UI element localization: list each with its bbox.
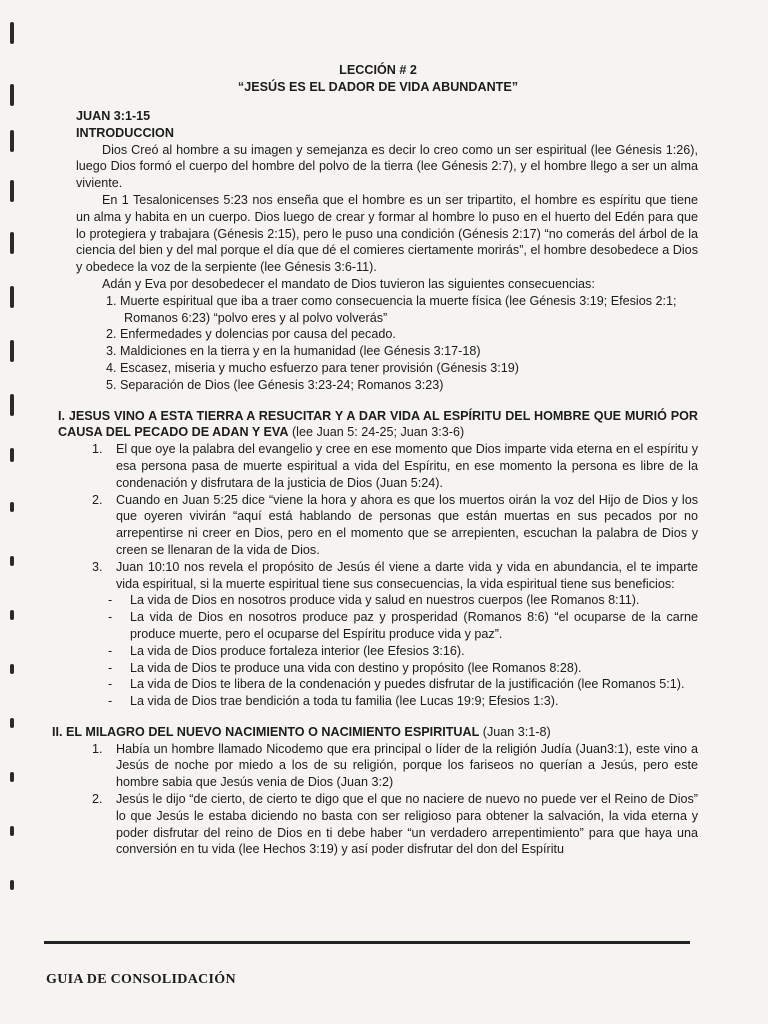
- intro-paragraph: En 1 Tesalonicenses 5:23 nos enseña que el hombre es un ser tripartito, el hombre es espíritu que tiene un alma y habita en un cuerpo. Dios luego de crear y formar al hombre lo puso en el huerto del Edén para que lo protegiera y trabajara (Génesis 2:15), pero le puso una condición (Génesis 2:17) “no comerás del árbol de la ciencia del bien y del mal porque el día que dé el comieres ciertamente morirás”, el hombre desobedece a Dios y obedece la voz de la serpiente (lee Génesis 3:6-11).: [76, 192, 698, 275]
- list-number: 1.: [92, 442, 103, 457]
- binder-hole: [10, 130, 14, 152]
- lesson-number: LECCIÓN # 2: [339, 63, 417, 77]
- binder-hole: [10, 772, 14, 782]
- intro-paragraph: Adán y Eva por desobedecer el mandato de Dios tuvieron las siguientes consecuencias:: [102, 276, 595, 291]
- list-item: [58, 741, 698, 791]
- list-text: La vida de Dios trae bendición a toda tu familia (lee Lucas 19:9; Efesios 1:3).: [130, 694, 559, 709]
- list-item: - La vida de Dios trae bendición a toda tu familia (lee Lucas 19:9; Efesios 1:3).: [108, 694, 559, 709]
- list-number: 3.: [92, 559, 103, 574]
- list-text: La vida de Dios produce fortaleza interior (lee Efesios 3:16).: [130, 643, 465, 658]
- binder-hole: [10, 286, 14, 308]
- list-item: - La vida de Dios en nosotros produce paz y prosperidad (Romanos 8:6) “el ocuparse de la carne produce muerte, pero el ocuparse del Espíritu produce vida y paz”.: [108, 610, 698, 641]
- list-item: [58, 559, 698, 593]
- list-text: El que oye la palabra del evangelio y cree en ese momento que Dios imparte vida eterna en el espíritu y esa persona pasa de muerte espiritual a vida del Espíritu, en ese momento la persona es libre de la condenación y disfrutara de la justicia de Dios (Juan 5:24).: [116, 442, 698, 490]
- binder-hole: [10, 880, 14, 890]
- list-number: 2.: [92, 792, 103, 807]
- list-item: 2. Enfermedades y dolencias por causa del pecado.: [106, 327, 396, 342]
- binder-hole: [10, 448, 14, 462]
- list-item: 5. Separación de Dios (lee Génesis 3:23-24; Romanos 3:23): [106, 377, 444, 392]
- binder-hole: [10, 340, 14, 362]
- section-heading-ref: (Juan 3:1-8): [479, 724, 551, 739]
- binder-hole: [10, 394, 14, 416]
- list-item: [58, 791, 698, 858]
- section-heading-text: I. JESUS VINO A ESTA TIERRA A RESUCITAR Y A DAR VIDA AL ESPÍRITU DEL HOMBRE QUE MURIÓ POR CAUSA DEL PECADO DE ADAN Y EVA: [58, 408, 698, 440]
- list-text: La vida de Dios en nosotros produce vida y salud en nuestros cuerpos (lee Romanos 8:11).: [130, 593, 640, 608]
- footer-title: GUIA DE CONSOLIDACIÓN: [46, 972, 236, 987]
- section-list: [58, 741, 698, 859]
- scripture-reference: JUAN 3:1-15: [76, 109, 151, 123]
- section-heading-ref: (lee Juan 5: 24-25; Juan 3:3-6): [288, 425, 465, 440]
- intro-heading: INTRODUCCION: [76, 125, 174, 140]
- list-item: - La vida de Dios te libera de la condenación y puedes disfrutar de la justificación (lee Romanos 5:1).: [108, 677, 685, 692]
- list-text: Juan 10:10 nos revela el propósito de Jesús él viene a darte vida y vida en abundancia, el te imparte vida espiritual, si la muerte espiritual tiene sus consecuencias, la vida espiritual tiene sus beneficios:: [116, 559, 698, 591]
- binder-hole: [10, 610, 14, 620]
- binder-hole: [10, 718, 14, 728]
- list-text: Había un hombre llamado Nicodemo que era principal o líder de la religión Judía (Juan3:1), este vino a Jesús de noche por miedo a los de su religión, porque los fariseos no querían a Jesús, pero este hombre sabia que Jesús venia de Dios (Juan 3:2): [116, 741, 698, 790]
- section-heading-text: II. EL MILAGRO DEL NUEVO NACIMIENTO O NACIMIENTO ESPIRITUAL: [52, 724, 480, 739]
- list-item: - La vida de Dios produce fortaleza interior (lee Efesios 3:16).: [108, 643, 465, 658]
- list-item: 4. Escasez, miseria y mucho esfuerzo para tener provisión (Génesis 3:19): [106, 360, 519, 375]
- binder-hole: [10, 84, 14, 106]
- list-text: Cuando en Juan 5:25 dice “viene la hora y ahora es que los muertos oirán la voz del Hijo de Dios y los que oyeren vivirán “aquí está hablando de personas que están muertas en sus pecados por no arrepentirse ni creer en Dios, pero en el momento que se arrepienten, escuchan la palabra de Dios y creen se llenaran de la vida de Dios.: [116, 492, 698, 557]
- list-item: - La vida de Dios en nosotros produce vida y salud en nuestros cuerpos (lee Romanos 8:11).: [108, 593, 640, 608]
- list-number: 2.: [92, 492, 103, 507]
- list-item: 1. Muerte espiritual que iba a traer como consecuencia la muerte física (lee Génesis 3:19; Efesios 2:1; Romanos 6:23) “polvo eres y al polvo volverás”: [106, 293, 677, 325]
- lesson-title: “JESÚS ES EL DADOR DE VIDA ABUNDANTE”: [237, 80, 519, 94]
- binder-hole: [10, 22, 14, 44]
- list-text: La vida de Dios te produce una vida con destino y propósito (lee Romanos 8:28).: [130, 660, 582, 675]
- list-text: Jesús le dijo “de cierto, de cierto te digo que el que no naciere de nuevo no puede ver el Reino de Dios” lo que Jesús le estaba diciendo no basta con ser religioso para obtener la salvación, la vida eterna y poder disfrutar del reino de Dios en ti debe haber “un verdadero arrepentimiento” para que haya una conversión en tu vida (lee Hechos 3:19) y así poder disfrutar del don del Espíritu: [116, 792, 698, 857]
- list-item: [58, 441, 698, 491]
- list-item: - La vida de Dios te produce una vida con destino y propósito (lee Romanos 8:28).: [108, 660, 582, 675]
- binder-holes: [0, 0, 30, 1024]
- binder-hole: [10, 502, 14, 512]
- list-item: 3. Maldiciones en la tierra y en la humanidad (lee Génesis 3:17-18): [106, 344, 481, 359]
- intro-paragraph: Dios Creó al hombre a su imagen y semejanza es decir lo creo como un ser espiritual (lee Génesis 1:26), luego Dios formó el cuerpo del hombre del polvo de la tierra (lee Génesis 2:7), y el hombre llego a ser un alma viviente.: [76, 142, 698, 191]
- consequences-list: [58, 293, 698, 394]
- list-text: La vida de Dios te libera de la condenación y puedes disfrutar de la justificación (lee Romanos 5:1).: [130, 677, 685, 692]
- binder-hole: [10, 556, 14, 566]
- section-heading: [52, 724, 698, 741]
- document-page: [52, 62, 698, 858]
- section-heading: [58, 408, 698, 442]
- binder-hole: [10, 232, 14, 254]
- list-item: [58, 492, 698, 559]
- benefits-list: [58, 592, 698, 710]
- list-text: La vida de Dios en nosotros produce paz y prosperidad (Romanos 8:6) “el ocuparse de la carne produce muerte, pero el ocuparse del Espíritu produce vida y paz”.: [130, 610, 698, 641]
- binder-hole: [10, 664, 14, 674]
- footer-divider: [44, 941, 690, 944]
- binder-hole: [10, 826, 14, 836]
- section-list: [58, 441, 698, 592]
- list-number: 1.: [92, 741, 103, 756]
- binder-hole: [10, 180, 14, 202]
